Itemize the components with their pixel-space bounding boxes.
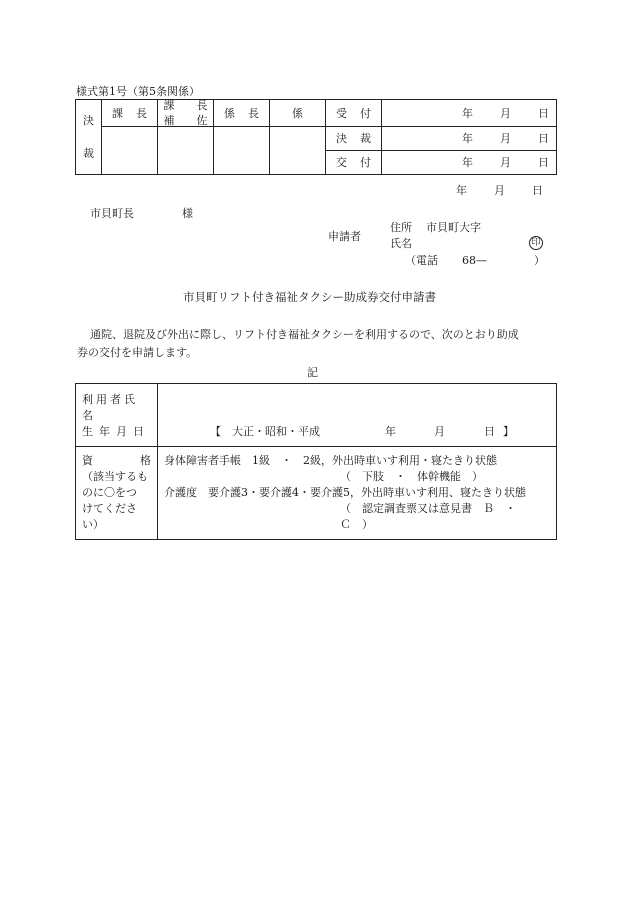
application-date[interactable]: 年 月 日	[456, 184, 543, 197]
stamp-kachohosa[interactable]	[158, 127, 214, 175]
kacho-header: 課 長	[102, 100, 158, 127]
stamp-kacho[interactable]	[102, 127, 158, 175]
seal-icon: 印	[529, 236, 543, 250]
body-line-1: 通院、退院及び外出に際し、リフト付き福祉タクシーを利用するので、次のとおり助成	[90, 328, 519, 341]
qualification-label-cell: 資 格 （該当するも のに〇をつ けてくださ い）	[76, 447, 158, 540]
row-label-kofu: 交 付	[326, 151, 382, 175]
address-value[interactable]: 市貝町大字	[426, 221, 481, 234]
stamp-kakari[interactable]	[270, 127, 326, 175]
applicant-label: 申請者	[328, 230, 361, 243]
disability-line: 身体障害者手帳 1級 ・ 2級，外出時車いす利用・寝たきり状態	[164, 454, 497, 467]
ki-label: 記	[307, 366, 318, 379]
qualification-label: 資 格	[82, 454, 151, 467]
phone-close: ）	[534, 254, 545, 267]
address-label: 住所	[390, 221, 412, 234]
kakari-header: 係	[270, 100, 326, 127]
kakaricho-header: 係 長	[214, 100, 270, 127]
user-value-cell[interactable]: 【 大正・昭和・平成 年 月 日 】	[158, 384, 557, 447]
qualification-value-cell[interactable]	[158, 447, 557, 540]
kessai-label-cell	[76, 100, 102, 175]
phone-value[interactable]: 68—	[462, 254, 487, 267]
form-number: 様式第1号（第5条関係）	[76, 85, 200, 98]
row-label-uketsuke: 受 付	[326, 100, 382, 127]
addressee-suffix: 様	[182, 207, 193, 220]
phone-label: （電話	[405, 254, 438, 267]
disability-type-line: （ 下肢 ・ 体幹機能 ）	[340, 470, 483, 483]
addressee-name: 市貝町長	[90, 207, 134, 220]
body-line-2: 券の交付を申請します。	[77, 346, 198, 359]
date-kessai[interactable]: 年 月 日	[382, 127, 557, 151]
user-label-cell	[76, 384, 158, 447]
date-uketsuke[interactable]: 年 月 日	[382, 100, 557, 127]
approval-table	[75, 99, 557, 175]
user-name-label: 利用者氏名	[82, 393, 138, 422]
kachohosa-header: 課 長 補 佐	[158, 100, 214, 127]
document-title: 市貝町リフト付き福祉タクシー助成券交付申請書	[183, 290, 436, 304]
kessai-label-bottom: 裁	[83, 147, 94, 160]
date-kofu[interactable]: 年 月 日	[382, 151, 557, 175]
kessai-label-top: 決	[83, 114, 94, 127]
birthdate-label: 生年月日	[82, 425, 150, 438]
assessment-line: （ 認定調査票又は意見書 Ｂ ・ Ｃ ）	[340, 502, 527, 531]
name-label: 氏名	[390, 237, 412, 250]
stamp-kakaricho[interactable]	[214, 127, 270, 175]
care-level-line: 介護度 要介護3・要介護4・要介護5，外出時車いす利用、寝たきり状態	[164, 486, 526, 499]
row-label-kessai: 決 裁	[326, 127, 382, 151]
details-table	[75, 383, 557, 540]
